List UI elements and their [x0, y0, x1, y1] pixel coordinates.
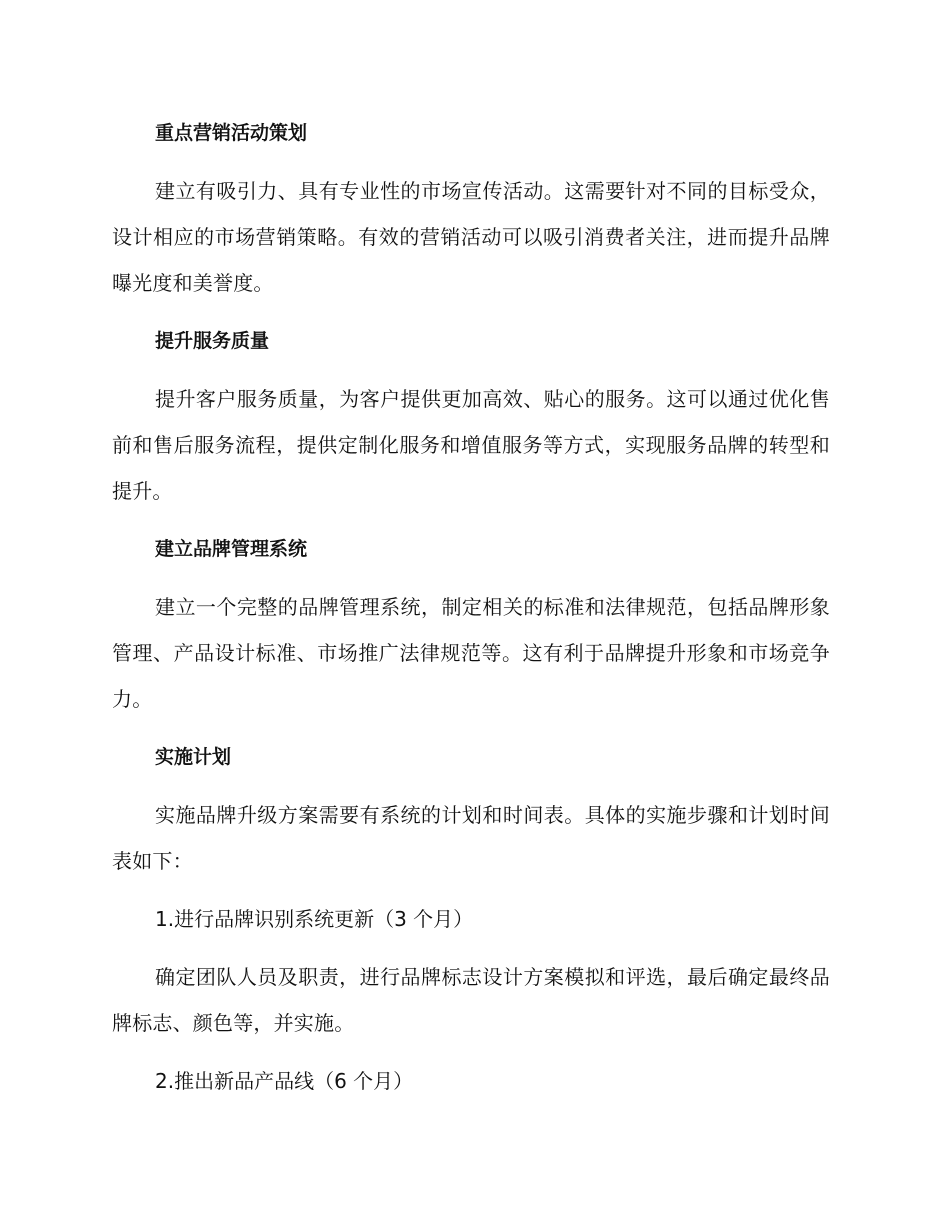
section-body-marketing: 建立有吸引力、具有专业性的市场宣传活动。这需要针对不同的目标受众，设计相应的市场营销策略。有效的营销活动可以吸引消费者关注，进而提升品牌曝光度和美誉度。 [112, 179, 830, 295]
section-body-implementation: 实施品牌升级方案需要有系统的计划和时间表。具体的实施步骤和计划时间表如下： [112, 803, 830, 873]
section-heading-marketing: 重点营销活动策划 [155, 122, 308, 144]
step-title-2: 2.推出新品产品线（6 个月） [155, 1069, 414, 1093]
section-heading-brand-management: 建立品牌管理系统 [155, 538, 308, 560]
step-title-1: 1.进行品牌识别系统更新（3 个月） [155, 907, 474, 931]
section-heading-implementation: 实施计划 [155, 746, 232, 768]
step-body-1: 确定团队人员及职责，进行品牌标志设计方案模拟和评选，最后确定最终品牌标志、颜色等，并实施。 [112, 965, 830, 1035]
document-content [112, 110, 830, 1116]
section-heading-service: 提升服务质量 [155, 330, 270, 352]
section-body-brand-management: 建立一个完整的品牌管理系统，制定相关的标准和法律规范，包括品牌形象管理、产品设计标准、市场推广法律规范等。这有利于品牌提升形象和市场竞争力。 [112, 595, 830, 711]
section-body-service: 提升客户服务质量，为客户提供更加高效、贴心的服务。这可以通过优化售前和售后服务流程，提供定制化服务和增值服务等方式，实现服务品牌的转型和提升。 [112, 387, 830, 503]
